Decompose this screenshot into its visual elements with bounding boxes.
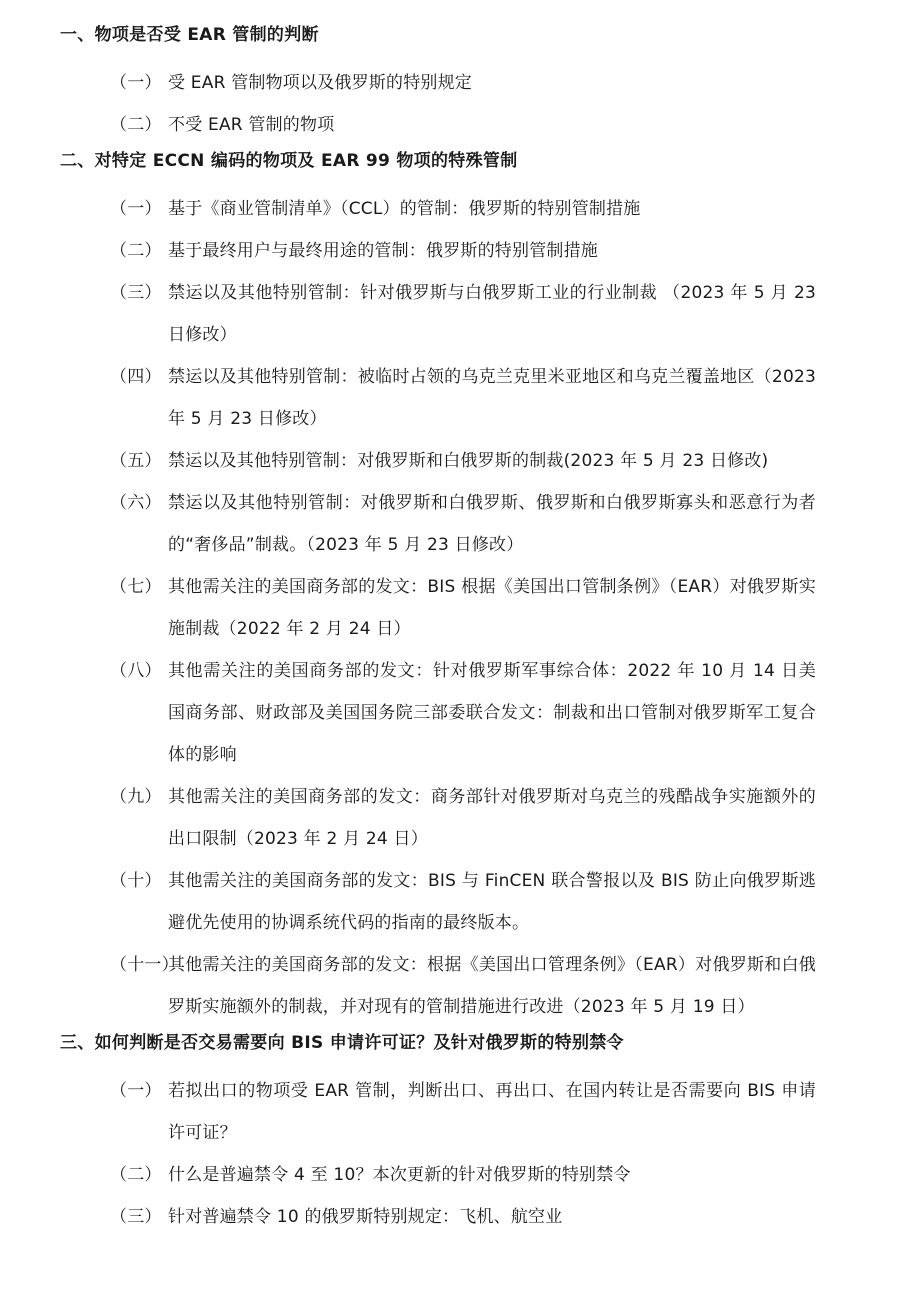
list-item [0,230,898,272]
item-number: （十） [110,871,162,891]
item-text: 若拟出口的物项受 EAR 管制，判断出口、再出口、在国内转让是否需要向 BIS 申请许可证？ [168,1081,816,1143]
item-text: 受 EAR 管制物项以及俄罗斯的特别规定 [168,73,472,93]
list-item [0,62,898,104]
item-number: （一） [110,199,162,219]
list-item [0,272,898,356]
list-item [0,860,898,944]
list-item [0,1070,898,1154]
item-number: （七） [110,577,162,597]
section-heading: 二、对特定 ECCN 编码的物项及 EAR 99 物项的特殊管制 [60,151,518,171]
list-item [0,650,898,776]
item-number: （一） [110,73,162,93]
item-text: 禁运以及其他特别管制：对俄罗斯和白俄罗斯的制裁(2023 年 5 月 23 日修改) [168,451,769,471]
list-item [0,944,898,1028]
list-item [0,440,898,482]
item-text: 其他需关注的美国商务部的发文：BIS 根据《美国出口管制条例》（EAR）对俄罗斯实施制裁（2022 年 2 月 24 日） [168,577,816,639]
section-1 [0,20,898,146]
list-item [0,1154,898,1196]
item-number: （六） [110,493,162,513]
item-number: （四） [110,367,162,387]
item-text: 其他需关注的美国商务部的发文：BIS 与 FinCEN 联合警报以及 BIS 防止向俄罗斯逃避优先使用的协调系统代码的指南的最终版本。 [168,871,816,933]
item-number: （一） [110,1081,162,1101]
item-number: （二） [110,1165,162,1185]
item-text: 基于最终用户与最终用途的管制：俄罗斯的特别管制措施 [168,241,598,261]
item-number: （二） [110,241,162,261]
section-2 [0,146,898,1028]
item-number: （九） [110,787,162,807]
list-item [0,104,898,146]
list-item [0,1196,898,1238]
item-text: 基于《商业管制清单》（CCL）的管制：俄罗斯的特别管制措施 [168,199,641,219]
item-text: 禁运以及其他特别管制：针对俄罗斯与白俄罗斯工业的行业制裁 （2023 年 5 月 23 日修改） [168,283,816,345]
list-item [0,566,898,650]
item-text: 其他需关注的美国商务部的发文：商务部针对俄罗斯对乌克兰的残酷战争实施额外的出口限制（2023 年 2 月 24 日） [168,787,816,849]
item-number: （八） [110,661,162,681]
item-text: 其他需关注的美国商务部的发文：针对俄罗斯军事综合体：2022 年 10 月 14 日美国商务部、财政部及美国国务院三部委联合发文：制裁和出口管制对俄罗斯军工复合体的影响 [168,661,816,765]
list-item [0,482,898,566]
section-3 [0,1028,898,1238]
list-item [0,356,898,440]
section-heading: 三、如何判断是否交易需要向 BIS 申请许可证？及针对俄罗斯的特别禁令 [60,1033,624,1053]
list-item [0,188,898,230]
item-text: 什么是普遍禁令 4 至 10？本次更新的针对俄罗斯的特别禁令 [168,1165,631,1185]
list-item [0,776,898,860]
item-text: 禁运以及其他特别管制：对俄罗斯和白俄罗斯、俄罗斯和白俄罗斯寡头和恶意行为者的“奢侈品”制裁。（2023 年 5 月 23 日修改） [168,493,816,555]
item-number: （二） [110,115,162,135]
item-number: （五） [110,451,162,471]
item-text: 其他需关注的美国商务部的发文：根据《美国出口管理条例》（EAR）对俄罗斯和白俄罗斯实施额外的制裁，并对现有的管制措施进行改进（2023 年 5 月 19 日） [168,955,816,1017]
item-number: （三） [110,283,162,303]
item-text: 禁运以及其他特别管制：被临时占领的乌克兰克里米亚地区和乌克兰覆盖地区（2023 年 5 月 23 日修改） [168,367,816,429]
item-text: 不受 EAR 管制的物项 [168,115,335,135]
section-heading: 一、物项是否受 EAR 管制的判断 [60,25,319,45]
item-number: （三） [110,1207,162,1227]
item-text: 针对普遍禁令 10 的俄罗斯特别规定：飞机、航空业 [168,1207,563,1227]
item-number: （十一） [110,955,179,975]
